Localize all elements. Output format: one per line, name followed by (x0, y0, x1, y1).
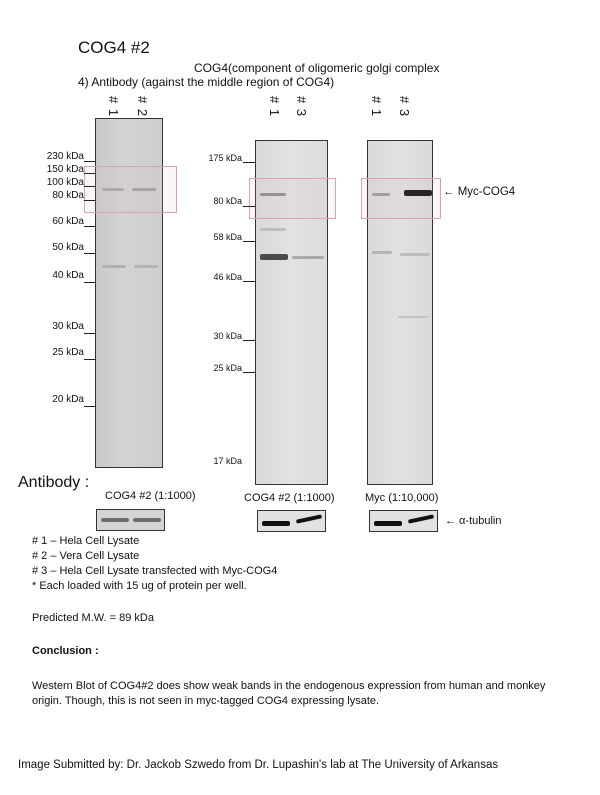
mw-marker: 25 kDa (213, 363, 242, 373)
mw-marker: 80 kDa (213, 196, 242, 206)
antibody-label-blot3: Myc (1:10,000) (365, 492, 439, 504)
legend-item-3: # 3 – Hela Cell Lysate transfected with Myc-COG4 (32, 565, 278, 577)
figure-title: COG4 #2 (78, 38, 150, 57)
blot2-band (292, 256, 324, 259)
lane-label-blot2-lane3: # 3 (294, 96, 309, 118)
mw-marker: 60 kDa (52, 216, 84, 227)
mw-tick (243, 340, 255, 341)
blot2-band (260, 228, 286, 231)
mw-tick (243, 281, 255, 282)
mw-marker: 80 kDa (52, 190, 84, 201)
mw-marker: 30 kDa (52, 321, 84, 332)
mw-marker: 20 kDa (52, 394, 84, 405)
lane-label-blot1-lane1: # 1 (106, 96, 121, 118)
tubulin-band (374, 521, 402, 526)
mw-tick (84, 282, 95, 283)
predicted-mw: Predicted M.W. = 89 kDa (32, 612, 154, 624)
mw-marker: 100 kDa (46, 177, 84, 188)
tubulin-strip-blot3 (369, 510, 438, 532)
mw-tick (84, 333, 95, 334)
legend-item-1: # 1 – Hela Cell Lysate (32, 535, 140, 547)
tubulin-annotation: ← α-tubulin (445, 515, 502, 527)
blot3-band (400, 253, 430, 256)
lane-label-blot1-lane2: # 2 (135, 96, 150, 118)
roi-box-blot3 (361, 178, 441, 219)
mw-tick (84, 200, 95, 201)
roi-box-blot2 (249, 178, 336, 219)
figure-subtitle-line2: 4) Antibody (against the middle region of COG4) (78, 75, 335, 89)
mw-marker: 230 kDa (46, 151, 84, 162)
mw-marker: 50 kDa (52, 242, 84, 253)
blot1-band (134, 265, 158, 268)
tubulin-band (262, 521, 290, 526)
mw-marker: 58 kDa (213, 232, 242, 242)
tubulin-band (296, 514, 322, 523)
mw-marker: 30 kDa (213, 331, 242, 341)
mw-tick (243, 241, 255, 242)
lane-label-blot3-lane3: # 3 (397, 96, 412, 118)
mw-tick (243, 372, 255, 373)
mw-tick (84, 253, 95, 254)
conclusion-text: Western Blot of COG4#2 does show weak bands in the endogenous expression from human and monkey origin. Though, this is not seen in myc-tagged COG4 expressing lysate. (32, 680, 546, 707)
mw-tick (84, 226, 95, 227)
blot2-band-strong (260, 254, 288, 260)
tubulin-band (408, 514, 434, 523)
mw-marker: 175 kDa (208, 153, 242, 163)
mw-marker: 150 kDa (46, 164, 84, 175)
antibody-label-blot2: COG4 #2 (1:1000) (244, 492, 335, 504)
myc-cog4-annotation: ← Myc-COG4 (443, 186, 516, 198)
blot3-band (372, 251, 392, 254)
footer-credit: Image Submitted by: Dr. Jackob Szwedo from Dr. Lupashin's lab at The University of Arkansas (18, 759, 499, 771)
mw-marker: 46 kDa (213, 272, 242, 282)
mw-tick (84, 406, 95, 407)
figure-subtitle-line1: COG4(component of oligomeric golgi complex (194, 61, 440, 75)
tubulin-strip-blot1 (96, 509, 165, 531)
legend-item-2: # 2 – Vera Cell Lysate (32, 550, 140, 562)
blot3-band (398, 316, 428, 318)
mw-tick (84, 173, 95, 174)
tubulin-band (101, 518, 129, 522)
antibody-heading: Antibody : (18, 474, 90, 491)
lane-label-blot3-lane1: # 1 (369, 96, 384, 118)
antibody-label-blot1: COG4 #2 (1:1000) (105, 490, 196, 502)
mw-tick (243, 206, 255, 207)
mw-tick (243, 162, 255, 163)
mw-tick (84, 161, 95, 162)
mw-tick (84, 359, 95, 360)
tubulin-band (133, 518, 161, 522)
conclusion-heading: Conclusion : (32, 645, 99, 657)
roi-box-blot1 (84, 166, 177, 213)
legend-note: * Each loaded with 15 ug of protein per well. (32, 580, 247, 592)
lane-label-blot2-lane1: # 1 (267, 96, 282, 118)
mw-marker: 25 kDa (52, 347, 84, 358)
mw-tick (84, 186, 95, 187)
blot1-band (102, 265, 126, 268)
mw-marker: 40 kDa (52, 270, 84, 281)
tubulin-strip-blot2 (257, 510, 326, 532)
mw-marker: 17 kDa (213, 456, 242, 466)
